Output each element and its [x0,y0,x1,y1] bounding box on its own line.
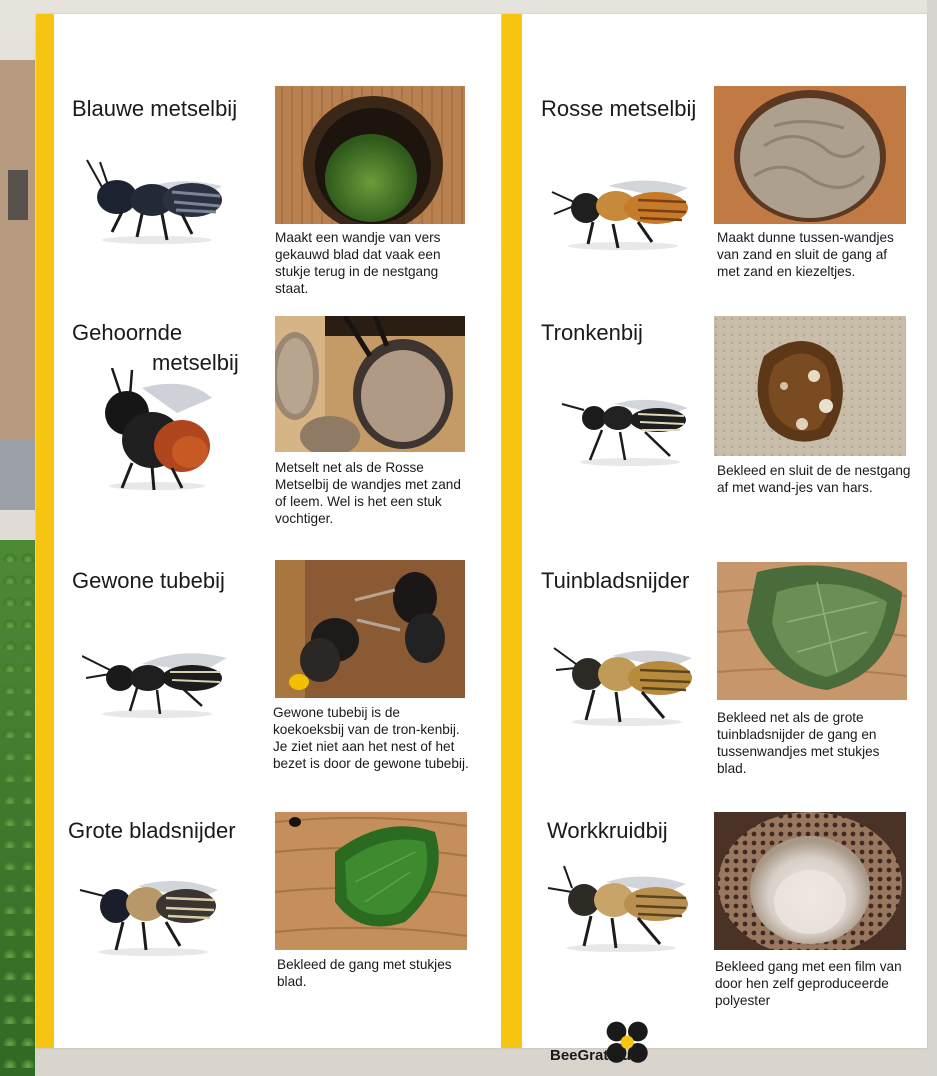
species-name-gewone-tubebij: Gewone tubebij [72,568,225,593]
species-name-grote-bladsnijder: Grote bladsnijder [68,818,236,843]
bee-photo-tronkenbij [560,390,695,468]
bee-photo-gewone-tubebij [82,636,232,721]
yellow-stripe-left [36,14,54,1048]
background-roof [0,440,35,510]
bee-photo-tuinbladsnijder [552,640,702,728]
species-name-blauwe-metselbij: Blauwe metselbij [72,96,238,121]
nest-photo-blauwe-metselbij [275,86,465,224]
bee-photo-workkruidbij [546,864,696,954]
species-desc-gehoornde-metselbij: Metselt net als de Rosse Metselbij de wandjes met zand of leem. Wel is het een stuk vochtiger. [275,460,461,526]
bee-photo-blauwe-metselbij [82,152,232,247]
background-window [8,170,28,220]
species-desc-blauwe-metselbij: Maakt een wandje van vers gekauwd blad dat vaak een stukje terug in de nestgang staat. [275,230,441,296]
beegrateful-logo-text: BeeGrateful. [550,1047,640,1064]
species-desc-tronkenbij: Bekleed en sluit de de nestgang af met wand-jes van hars. [717,463,911,495]
yellow-stripe-right [502,14,522,1048]
species-name-tuinbladsnijder: Tuinbladsnijder [541,568,690,593]
bee-photo-gehoornde-metselbij [92,368,222,493]
bee-photo-rosse-metselbij [548,172,698,252]
background-house-wall [0,60,35,480]
species-name-gehoornde-line1: Gehoornde [72,320,183,345]
species-name-rosse-metselbij: Rosse metselbij [541,96,697,121]
background-right-edge [927,0,937,1076]
nest-photo-grote-bladsnijder [275,812,467,950]
species-name-workkruidbij: Workkruidbij [547,818,668,843]
nest-photo-gehoornde-metselbij [275,316,465,452]
species-name-gehoornde-line2: metselbij [152,350,239,375]
bee-photo-grote-bladsnijder [78,866,228,958]
species-desc-tuinbladsnijder: Bekleed net als de grote tuinbladsnijder de gang en tussenwandjes met stukjes blad. [717,710,880,776]
species-desc-workkruidbij: Bekleed gang met een film van door hen zelf geproduceerde polyester [715,959,902,1008]
nest-photo-workkruidbij [714,812,906,950]
background-hedge [0,540,35,1076]
species-desc-gewone-tubebij: Gewone tubebij is de koekoeksbij van de tron-kenbij. Je ziet niet aan het nest of het bezet is door de gewone tubebij. [273,705,469,771]
species-desc-grote-bladsnijder: Bekleed de gang met stukjes blad. [277,957,452,989]
nest-photo-gewone-tubebij [275,560,465,698]
nest-photo-rosse-metselbij [714,86,906,224]
nest-photo-tronkenbij [714,316,906,456]
species-desc-rosse-metselbij: Maakt dunne tussen-wandjes van zand en sluit de gang af met zand en kiezeltjes. [717,230,894,279]
nest-photo-tuinbladsnijder [717,562,907,700]
species-name-tronkenbij: Tronkenbij [541,320,643,345]
